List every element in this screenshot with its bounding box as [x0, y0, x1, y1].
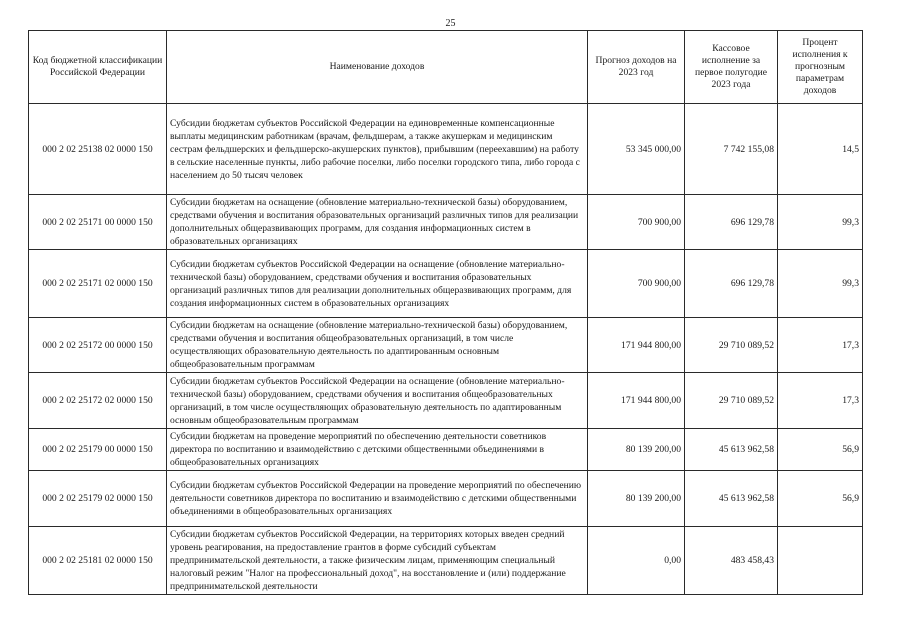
cell-name: Субсидии бюджетам на оснащение (обновление материально-технической базы) оборудованием, средствами обучения и воспитания образовательных организаций различных типов для реализации дополнительных общеразвивающих программ, для создания информационных систем в образовательных организациях — [167, 195, 588, 250]
cell-code: 000 2 02 25138 02 0000 150 — [29, 104, 167, 195]
header-code: Код бюджетной классификации Российской Федерации — [29, 31, 167, 104]
cell-percent: 99,3 — [778, 195, 863, 250]
cell-percent — [778, 527, 863, 595]
table-row — [29, 373, 863, 429]
cell-name: Субсидии бюджетам субъектов Российской Федерации на единовременные компенсационные выплаты медицинским работникам (врачам, фельдшерам, а также акушеркам и медицинским сестрам фельдшерских и фельдшерско-акушерских пунктов), прибывшим (переехавшим) на работу в сельские населенные пункты, либо рабочие поселки, либо поселки городского типа, либо города с населением до 50 тысяч человек — [167, 104, 588, 195]
cell-plan: 80 139 200,00 — [588, 429, 685, 471]
table-row — [29, 318, 863, 373]
cell-percent: 99,3 — [778, 250, 863, 318]
cell-plan: 80 139 200,00 — [588, 471, 685, 527]
cell-plan: 0,00 — [588, 527, 685, 595]
table-row — [29, 527, 863, 595]
cell-plan: 700 900,00 — [588, 250, 685, 318]
cell-plan: 700 900,00 — [588, 195, 685, 250]
cell-code: 000 2 02 25179 00 0000 150 — [29, 429, 167, 471]
table-row — [29, 471, 863, 527]
cell-execution: 45 613 962,58 — [685, 429, 778, 471]
cell-code: 000 2 02 25171 02 0000 150 — [29, 250, 167, 318]
table-row — [29, 429, 863, 471]
cell-code: 000 2 02 25171 00 0000 150 — [29, 195, 167, 250]
table-row — [29, 104, 863, 195]
cell-execution: 7 742 155,08 — [685, 104, 778, 195]
cell-percent: 17,3 — [778, 318, 863, 373]
cell-code: 000 2 02 25172 00 0000 150 — [29, 318, 167, 373]
header-name: Наименование доходов — [167, 31, 588, 104]
cell-percent: 56,9 — [778, 471, 863, 527]
cell-percent: 17,3 — [778, 373, 863, 429]
cell-percent: 56,9 — [778, 429, 863, 471]
table-header-row — [29, 31, 863, 104]
cell-code: 000 2 02 25172 02 0000 150 — [29, 373, 167, 429]
cell-name: Субсидии бюджетам субъектов Российской Федерации на проведение мероприятий по обеспечению деятельности советников директора по воспитанию и взаимодействию с детскими общественными объединениями в общеобразовательных организациях — [167, 471, 588, 527]
cell-code: 000 2 02 25179 02 0000 150 — [29, 471, 167, 527]
page-number: 25 — [445, 18, 456, 29]
cell-plan: 171 944 800,00 — [588, 373, 685, 429]
cell-execution: 45 613 962,58 — [685, 471, 778, 527]
cell-name: Субсидии бюджетам на проведение мероприятий по обеспечению деятельности советников директора по воспитанию и взаимодействию с детскими общественными объединениями в общеобразовательных организациях — [167, 429, 588, 471]
header-execution: Кассовое исполнение за первое полугодие 2023 года — [685, 31, 778, 104]
cell-execution: 29 710 089,52 — [685, 373, 778, 429]
cell-percent: 14,5 — [778, 104, 863, 195]
header-plan: Прогноз доходов на 2023 год — [588, 31, 685, 104]
cell-name: Субсидии бюджетам субъектов Российской Федерации, на территориях которых введен средний уровень реагирования, на предоставление грантов в форме субсидий субъектам предпринимательской деятельности, а также физическим лицам, применяющим специальный налоговый режим "Налог на профессиональный доход", на восстановление и (или) поддержание предпринимательской деятельности — [167, 527, 588, 595]
cell-name: Субсидии бюджетам субъектов Российской Федерации на оснащение (обновление материально-технической базы) оборудованием, средствами обучения и воспитания образовательных организаций различных типов для реализации дополнительных общеразвивающих программ, для создания информационных систем в образовательных организациях — [167, 250, 588, 318]
revenue-table — [28, 30, 863, 595]
table-row — [29, 250, 863, 318]
table-row — [29, 195, 863, 250]
cell-execution: 696 129,78 — [685, 195, 778, 250]
cell-execution: 696 129,78 — [685, 250, 778, 318]
cell-plan: 53 345 000,00 — [588, 104, 685, 195]
cell-execution: 29 710 089,52 — [685, 318, 778, 373]
header-percent: Процент исполнения к прогнозным параметрам доходов — [778, 31, 863, 104]
cell-execution: 483 458,43 — [685, 527, 778, 595]
cell-plan: 171 944 800,00 — [588, 318, 685, 373]
cell-name: Субсидии бюджетам на оснащение (обновление материально-технической базы) оборудованием, средствами обучения и воспитания общеобразовательных организаций, в том числе осуществляющих образовательную деятельность по адаптированным основным общеобразовательным программам — [167, 318, 588, 373]
cell-name: Субсидии бюджетам субъектов Российской Федерации на оснащение (обновление материально-технической базы) оборудованием, средствами обучения и воспитания общеобразовательных организаций, в том числе осуществляющих образовательную деятельность по адаптированным основным общеобразовательным программам — [167, 373, 588, 429]
cell-code: 000 2 02 25181 02 0000 150 — [29, 527, 167, 595]
